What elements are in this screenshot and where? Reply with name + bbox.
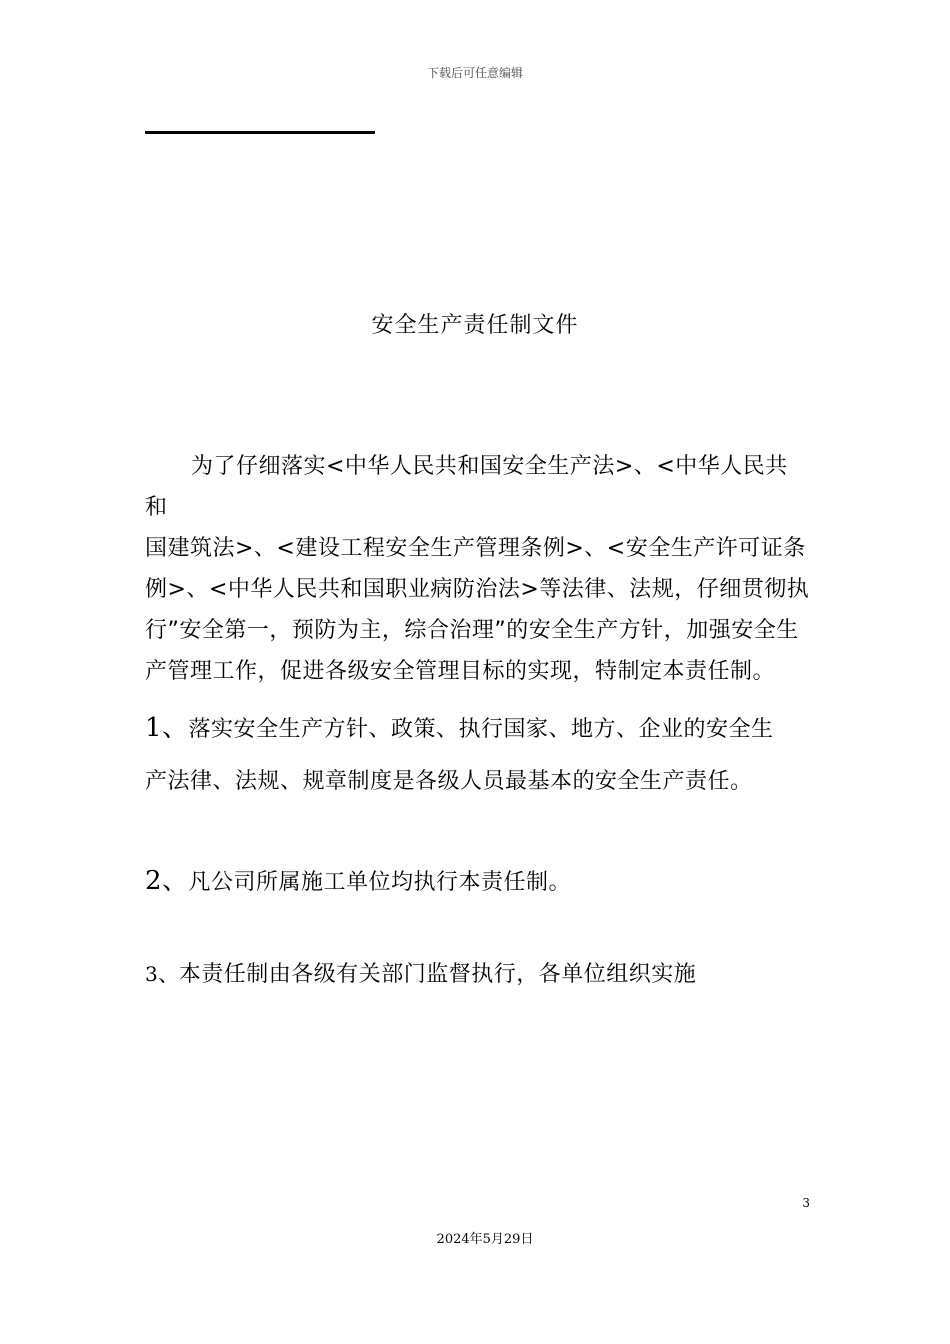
item-text: 本责任制由各级有关部门监督执行，各单位组织实施 — [178, 962, 697, 987]
item-number: 1、 — [145, 713, 189, 743]
intro-line: 行”安全第一，预防为主，综合治理”的安全生产方针，加强安全生 — [145, 618, 799, 643]
intro-line: 产管理工作，促进各级安全管理目标的实现，特制定本责任制。 — [145, 659, 776, 684]
page-number: 3 — [802, 1196, 810, 1210]
intro-paragraph — [145, 446, 810, 692]
intro-line: 例>、<中华人民共和国职业病防治法>等法律、法规，仔细贯彻执 — [145, 577, 810, 602]
item-number: 2、 — [145, 866, 189, 896]
item-number: 3、 — [145, 962, 179, 986]
item-text: 落实安全生产方针、政策、执行国家、地方、企业的安全生 — [188, 717, 774, 742]
footer-date: 2024年5月29日 — [436, 1232, 534, 1247]
item-1 — [145, 702, 810, 808]
header-note: 下载后可任意编辑 — [426, 66, 523, 80]
item-2 — [145, 855, 810, 909]
document-title: 安全生产责任制文件 — [371, 313, 579, 338]
item-text: 凡公司所属施工单位均执行本责任制。 — [188, 870, 572, 895]
header-rule — [145, 131, 375, 134]
item-text: 产法律、法规、规章制度是各级人员最基本的安全生产责任。 — [145, 769, 753, 794]
intro-line: 国建筑法>、<建设工程安全生产管理条例>、<安全生产许可证条 — [145, 536, 806, 561]
item-3 — [145, 948, 810, 1001]
intro-line: 为了仔细落实<中华人民共和国安全生产法>、<中华人民共和 — [145, 454, 788, 520]
